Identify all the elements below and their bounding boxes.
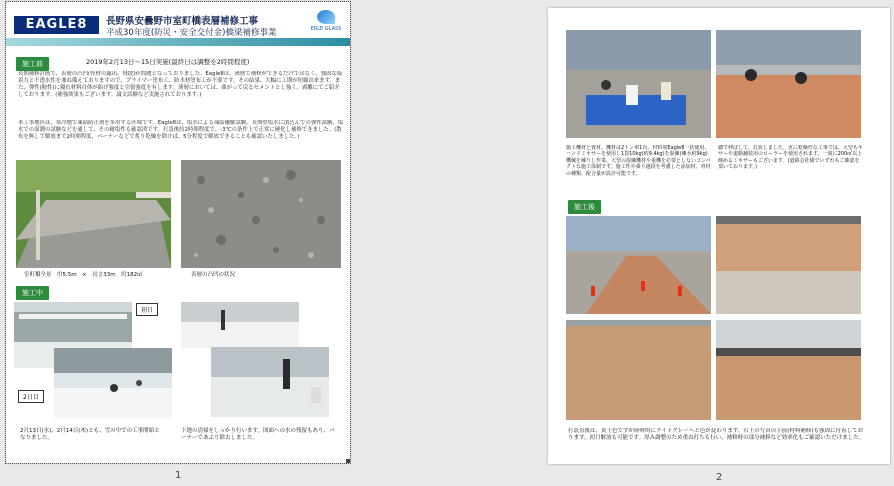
photo-after-closeup [566, 320, 711, 420]
caption-surface-condition: 表層の凸凹の状況 [191, 272, 236, 278]
caption-bridge-overview: 室町橋全景 巾5.5m × 長さ33m 約182㎡ [24, 272, 143, 278]
caption-finish: 細で伸ばして、打設しました。更に乾燥性な工事では、大型もキサーや道路舗装用のローラーを使用されます。一度に200㎡以上締めるミキサーもございます。(道路会社様でいずれもご確認を頂いております。) [718, 145, 863, 171]
photo-after-bridge [566, 216, 711, 314]
schedule-text: 2019年2月13日～15日実施(最終日は調整を2時間程度) [86, 58, 250, 66]
document-page-2[interactable] [548, 8, 890, 464]
photo-finishing [716, 30, 861, 138]
photo-cleaning-1 [181, 302, 299, 348]
photo-surface-condition [181, 160, 341, 268]
photo-materials [566, 30, 711, 138]
eagle8-logo: EAGLE8 [14, 16, 99, 34]
label-day2: 2日目 [18, 390, 44, 403]
page-corner-marker [346, 459, 350, 463]
corp-logo [308, 10, 344, 36]
page-subtitle: 平成30年度(防災・安全交付金)橋梁補修事業 [106, 28, 277, 38]
corp-logo-icon [317, 10, 335, 24]
caption-after: 打設直後は、黄土色ですが経時的にライトグレーへと色が変わります。右上の写真の手前(材料補修)も強固に付着しております。初日解放も可能です。厚み調整のため重ね打ちも行い、補修時の部分補修など効率化もご確認いただけました。 [568, 428, 865, 441]
tag-after: 施工後 [568, 200, 601, 214]
body-before-text-2: 本工事地区は、寒冷地で凍結防止剤を多用する区域です。Eagle8は、塩水による凍結融解試験、長期壁塩水に漬込んでの弾性試験、塩水での湿潤の試験などを通して、その耐塩性も確認済です。打設後約2時間程度で、-3℃の条件上で正常に硬化し補修できました。(散布を無して解放まで2時間程度、バーナーなどで炙り乾燥を除けば、5分程度で解放できることも確認いたしました。) [18, 120, 344, 140]
body-before-text: 長期補修計画で、表層の凸凹(骨材の露出、飛散)が問題となっておりました。Eagle8は、薄層で補修ができるだけではなく、強固な接着力と不透水性を兼ね備えておりますので、プライマー塗布工、防水材塗布工が不要です。その結果、大幅に工期が短縮出来ます。また、弾性(靭性)に優れ材料自体が曲げ強度と引張強度を有します。薄層においては、曲がって戻るセメントとし強く、剥離にてご紹介しております。(補強効果もございます。論文試験など実施されております。) [18, 71, 343, 98]
caption-snow: 2月13日(水)、2月14日(木)とも、雪の中での工事開始となりました。 [20, 428, 160, 441]
photo-after-railing [716, 320, 861, 420]
photo-bridge-overview [16, 160, 171, 268]
tag-before: 施工前 [16, 57, 49, 71]
page-title: 長野県安曇野市室町橋表層補修工事 [106, 16, 259, 27]
page-number-1: 1 [175, 470, 182, 481]
page-number-2: 2 [716, 472, 723, 483]
photo-after-surface [716, 216, 861, 314]
caption-materials: 施工機材と資材。機材は2トン車1台。材料別Eagle8一括使用、ハンドミキサーを使用し1袋10kg(約9.4kg)を混練(練水約9kg)機械を練りし作業、大型の混練機材や重機を必要としないコンパクトな施工体制です。施工性や乗り越段を考慮した添加材、骨材の種類、配合量が設計可能です。 [566, 145, 711, 177]
title-bar [6, 38, 350, 46]
photo-cleaning-2 [211, 347, 329, 417]
corp-logo-text: ERLE GLASS [310, 26, 342, 32]
caption-cleaning: 下地の清掃をしっかり行います。図面への水の残留もあり、バーナーであぶり除去しました。 [181, 428, 335, 441]
label-day1: 初日 [136, 303, 158, 316]
photo-snow-work [54, 348, 172, 418]
tag-during: 施工中 [16, 286, 49, 300]
document-page-1[interactable] [6, 2, 350, 463]
